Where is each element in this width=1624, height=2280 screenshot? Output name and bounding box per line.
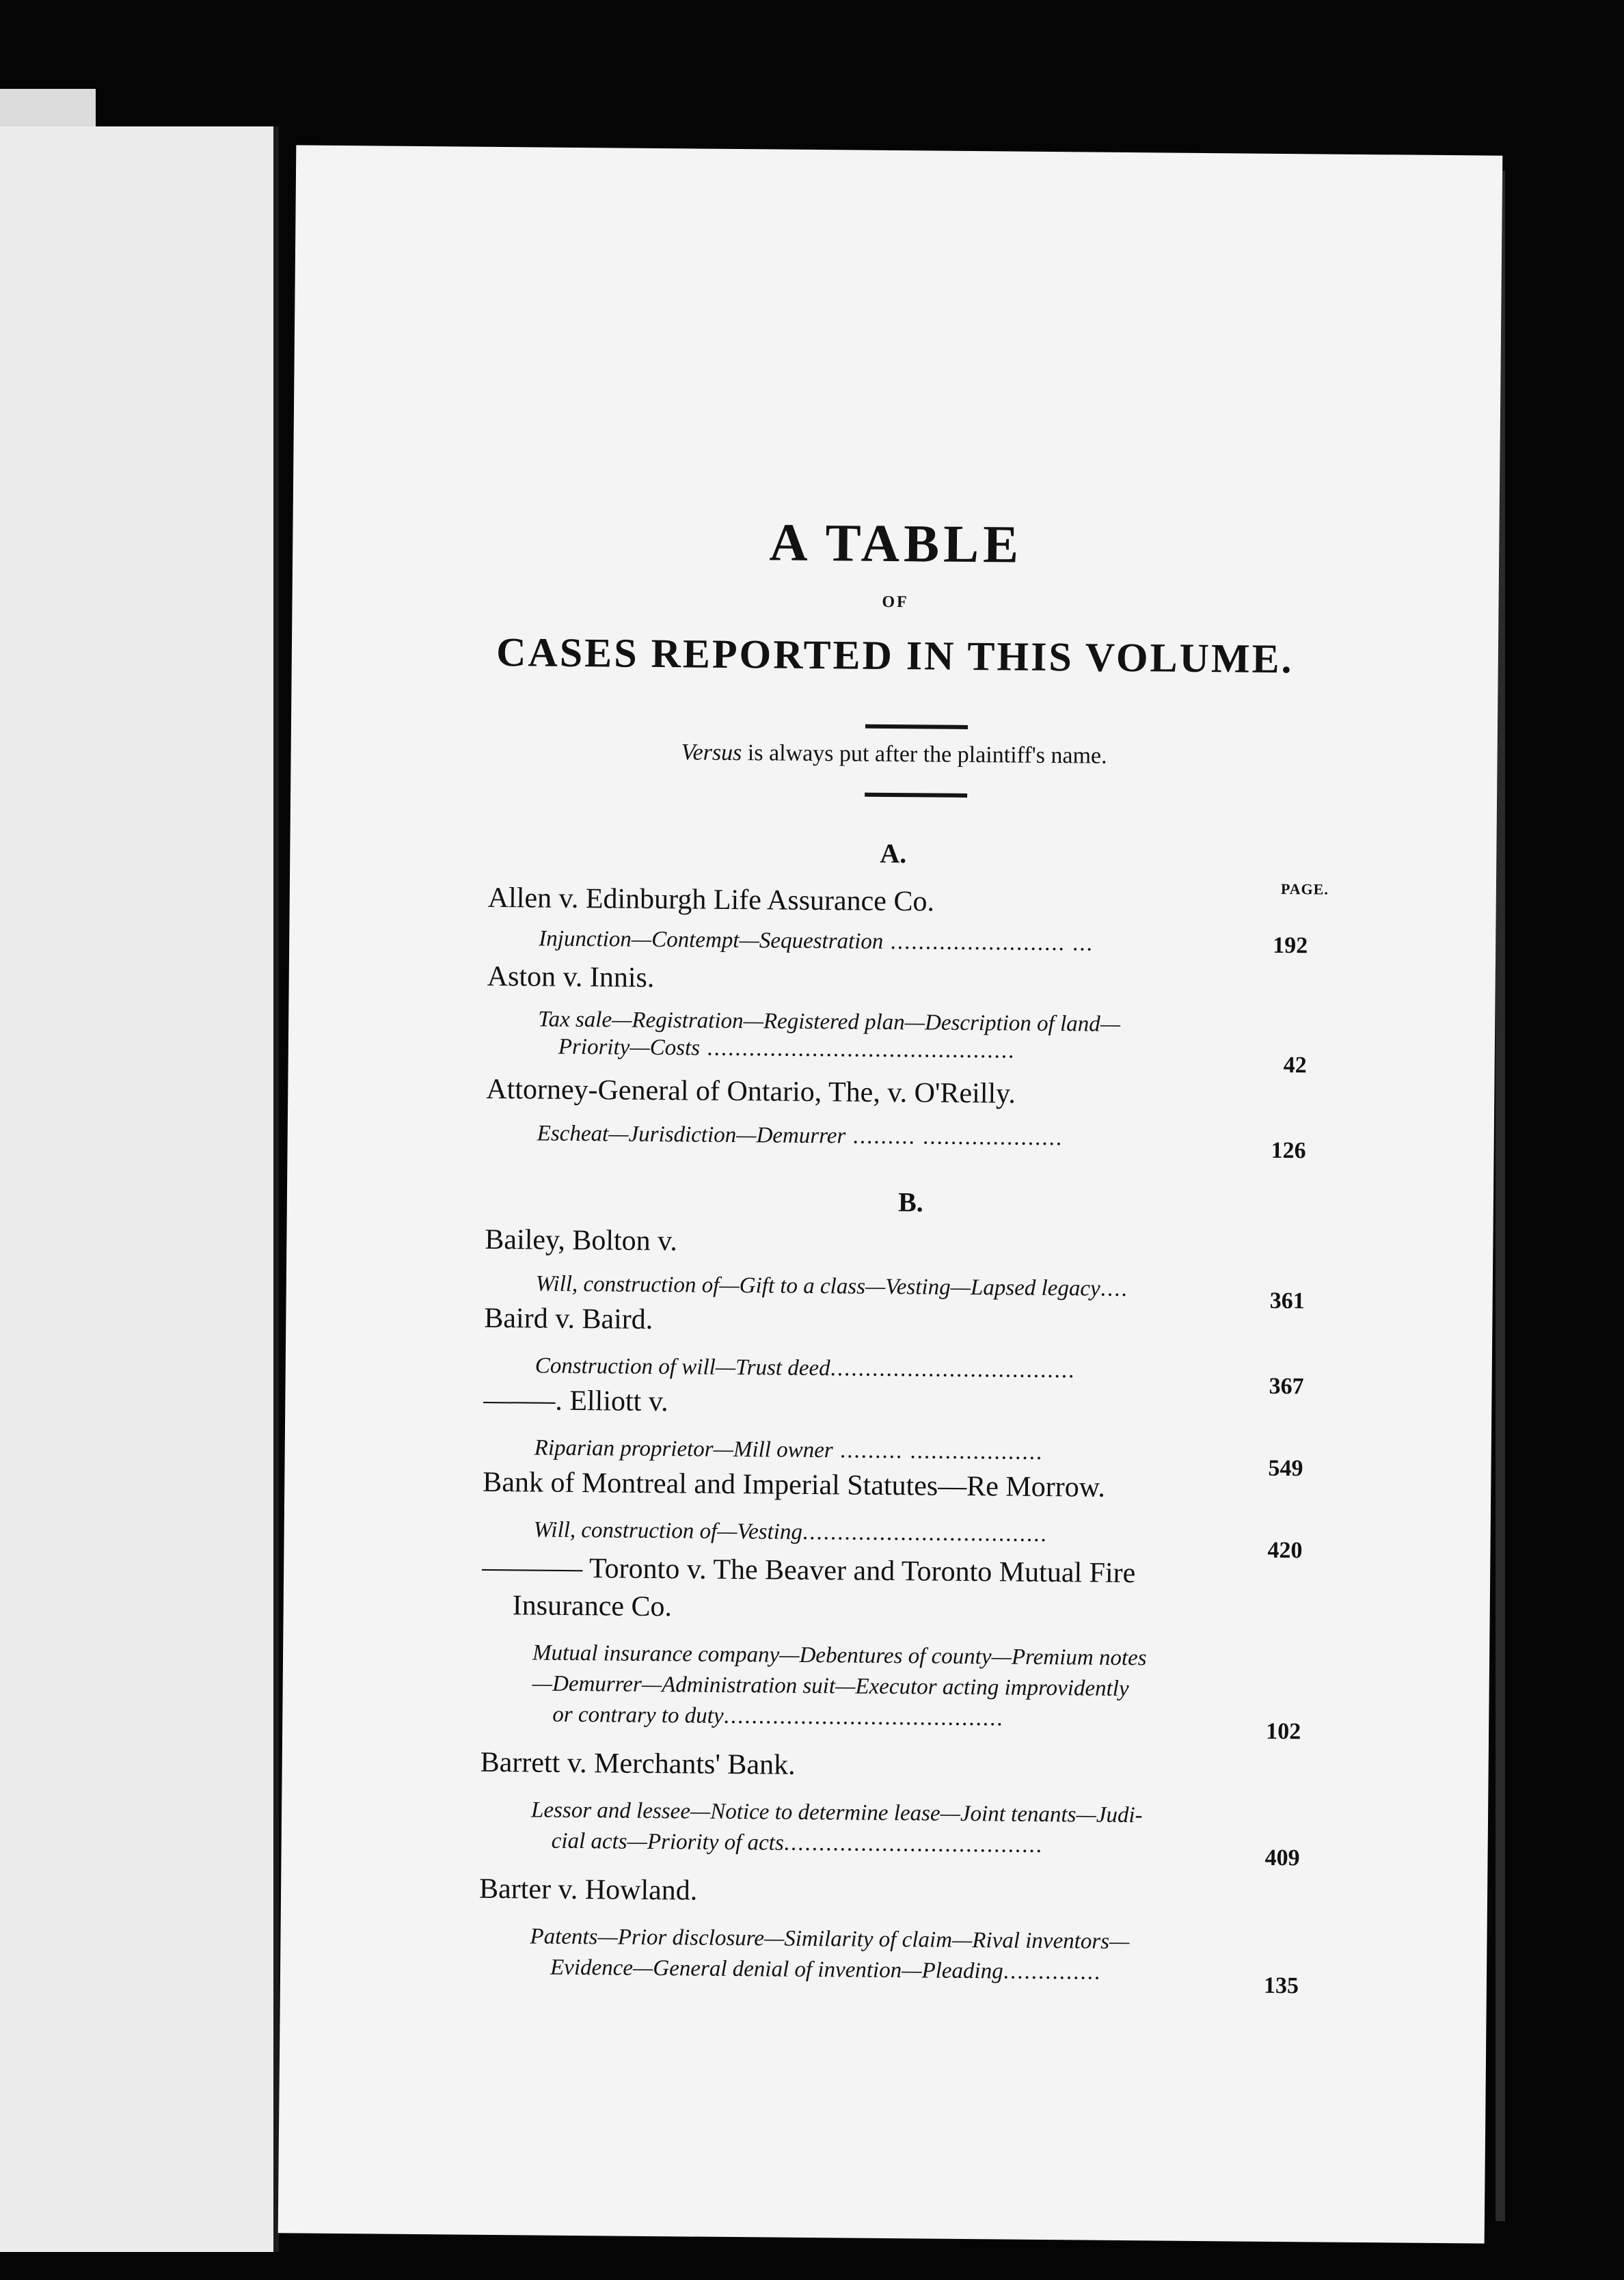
case-title: Barrett v. Merchants' Bank. <box>480 1746 796 1781</box>
case-title-continued: Insurance Co. <box>512 1590 673 1623</box>
case-title: Attorney-General of Ontario, The, v. O'Reilly. <box>486 1073 1016 1110</box>
title-of: OF <box>882 593 909 612</box>
page-number: 126 <box>1271 1137 1306 1164</box>
case-detail: Escheat—Jurisdiction—Demurrer ......... .................... <box>537 1121 1064 1151</box>
page-number: 102 <box>1266 1718 1301 1745</box>
page-column-label: PAGE. <box>1280 880 1329 898</box>
case-title: Bank of Montreal and Imperial Statutes—Re Morrow. <box>483 1466 1106 1504</box>
case-detail: Construction of will—Trust deed................................... <box>534 1353 1076 1383</box>
page-title: A TABLE <box>769 512 1023 574</box>
note-text: is always put after the plaintiff's name. <box>742 740 1107 769</box>
case-title: ———– Toronto v. The Beaver and Toronto Mutual Fire <box>482 1551 1136 1590</box>
case-title: Barter v. Howland. <box>478 1873 698 1907</box>
versus-note <box>290 736 1497 772</box>
case-title: ——–. Elliott v. <box>483 1384 668 1418</box>
case-detail: Injunction—Contempt—Sequestration ......................... ... <box>539 926 1094 956</box>
page-number: 367 <box>1269 1373 1304 1400</box>
page-subtitle: CASES REPORTED IN THIS VOLUME. <box>496 629 1294 682</box>
case-title: Baird v. Baird. <box>484 1302 653 1335</box>
case-title: Allen v. Edinburgh Life Assurance Co. <box>487 882 935 918</box>
section-letter-a: A. <box>880 837 907 869</box>
divider-rule-top <box>865 724 968 729</box>
page-number: 549 <box>1268 1455 1303 1482</box>
case-detail: cial acts—Priority of acts..................................... <box>551 1828 1044 1858</box>
page-number: 192 <box>1273 932 1308 959</box>
case-title: Bailey, Bolton v. <box>485 1223 678 1258</box>
case-detail: Priority—Costs ............................................ <box>558 1034 1016 1063</box>
section-letter-b: B. <box>897 1186 923 1218</box>
case-detail: Evidence—General denial of invention—Pleading.............. <box>550 1955 1102 1985</box>
page-number: 361 <box>1269 1288 1305 1314</box>
case-detail-line: Tax sale—Registration—Registered plan—Description of land— <box>538 1007 1121 1037</box>
case-detail-line: —Demurrer—Administration suit—Executor acting improvidently <box>532 1671 1129 1702</box>
case-title: Aston v. Innis. <box>487 960 655 994</box>
page-number: 135 <box>1263 1972 1299 1999</box>
book-page <box>278 145 1503 2243</box>
case-detail: Will, construction of—Vesting................................... <box>533 1517 1048 1547</box>
case-detail-line: Lessor and lessee—Notice to determine lease—Joint tenants—Judi- <box>530 1797 1143 1828</box>
case-detail: Riparian proprietor—Mill owner ......... ................... <box>534 1435 1044 1465</box>
case-detail: Will, construction of—Gift to a class—Vesting—Lapsed legacy.... <box>535 1271 1128 1302</box>
note-italic: Versus <box>681 739 742 766</box>
divider-rule-bottom <box>865 793 967 798</box>
page-number: 409 <box>1264 1845 1300 1871</box>
facing-blank-page <box>0 126 279 2252</box>
case-detail: or contrary to duty........................................ <box>552 1702 1004 1731</box>
page-number: 420 <box>1267 1537 1303 1564</box>
page-number: 42 <box>1283 1053 1307 1078</box>
case-detail-line: Mutual insurance company—Debentures of county—Premium notes <box>532 1640 1147 1671</box>
case-detail-line: Patents—Prior disclosure—Similarity of claim—Rival inventors— <box>530 1924 1130 1955</box>
